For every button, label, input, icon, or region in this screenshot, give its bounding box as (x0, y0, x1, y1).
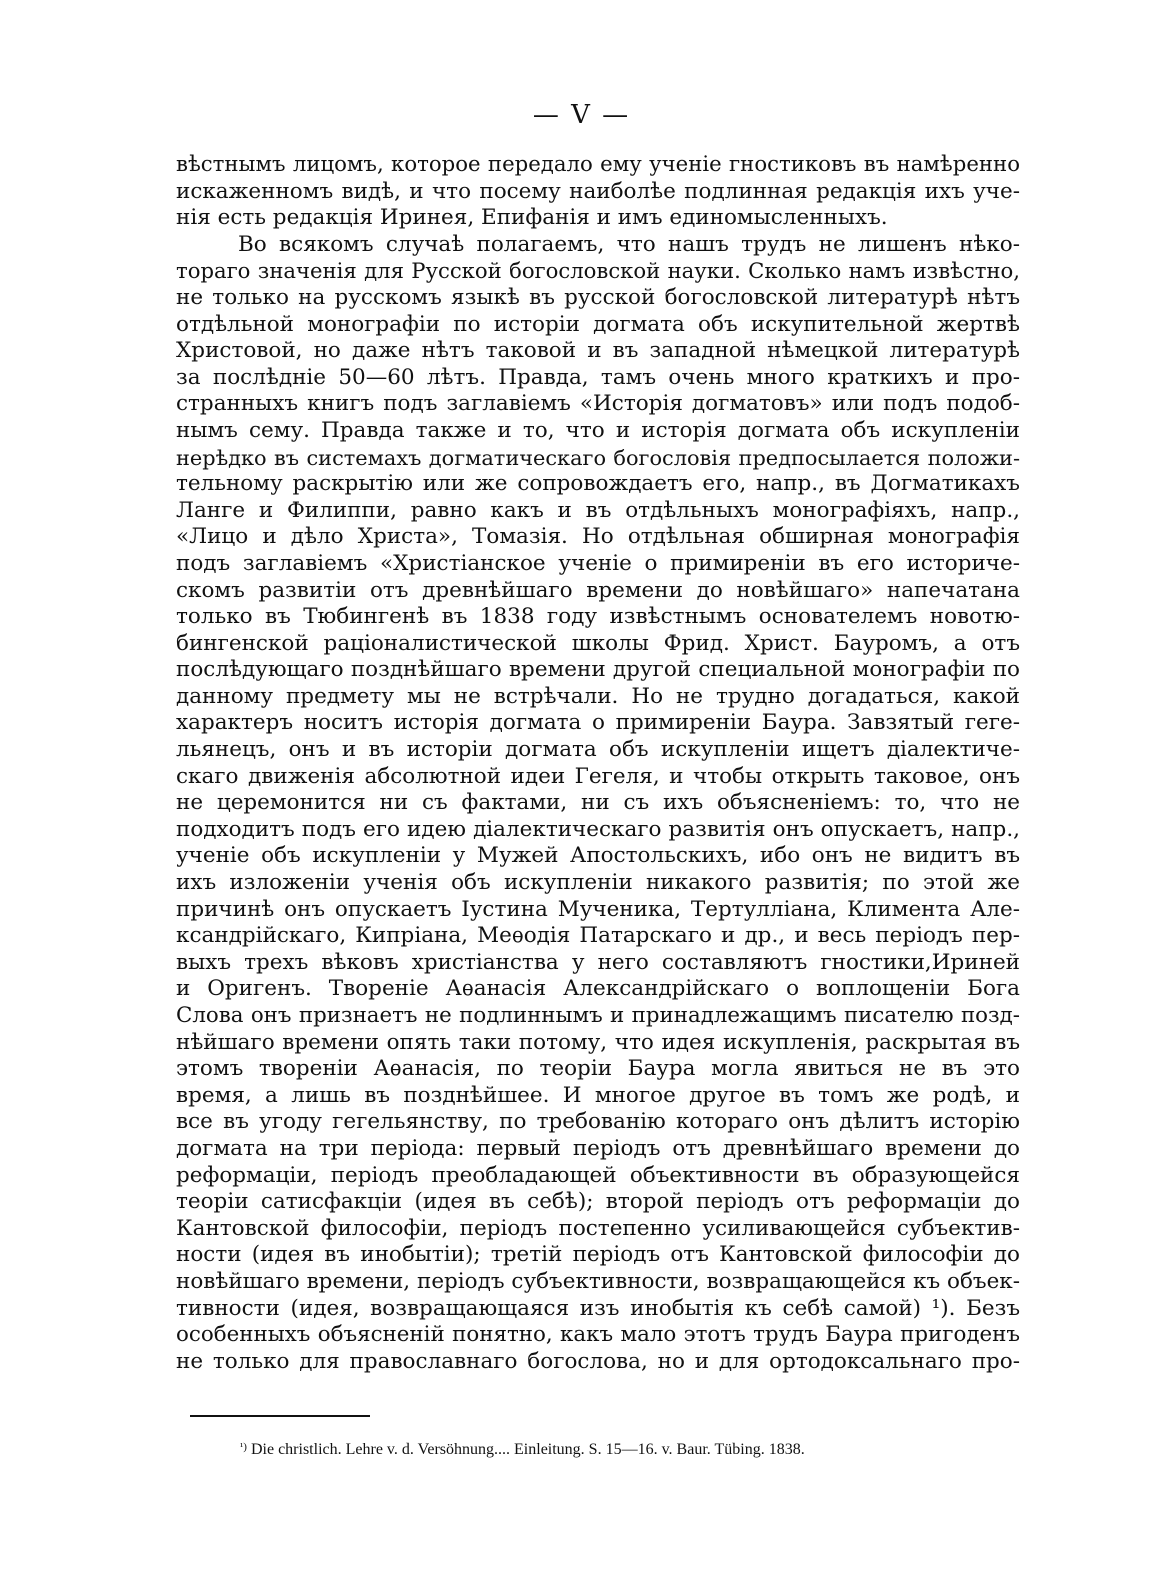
text-line: послѣдующаго позднѣйшаго времени другой специальной монографіи по (176, 657, 1020, 683)
footnote-divider (190, 1415, 370, 1417)
text-line: не церемонится ни съ фактами, ни съ ихъ объясненіемъ: то, что не (176, 790, 1020, 816)
body-text (176, 152, 1020, 1375)
footnote (240, 1436, 1030, 1461)
text-line: особенныхъ объясненій понятно, какъ мало этотъ трудъ Баура пригоденъ (176, 1322, 1020, 1348)
text-line: странныхъ книгъ подъ заглавіемъ «Исторія догматовъ» или подъ подоб- (176, 391, 1020, 417)
text-line: Кантовской философіи, періодъ постепенно усиливающейся субъектив- (176, 1215, 1020, 1241)
text-line: не только для православнаго богослова, но и для ортодоксальнаго про- (176, 1348, 1020, 1374)
text-line: подъ заглавіемъ «Христіанское ученіе о примиреніи въ его историче- (176, 550, 1020, 576)
text-line: только въ Тюбингенѣ въ 1838 году извѣстнымъ основателемъ новотю- (176, 604, 1020, 630)
text-line: «Лицо и дѣло Христа», Томазія. Но отдѣльная обширная монографія (176, 524, 1020, 550)
text-line: причинѣ онъ опускаетъ Іустина Мученика, Тертулліана, Климента Але- (176, 896, 1020, 922)
text-line: реформаціи, періодъ преобладающей объективности въ образующейся (176, 1162, 1020, 1188)
footnote-marker: ¹) (240, 1441, 247, 1453)
text-line: все въ угоду гегельянству, по требованію котораго онъ дѣлитъ исторію (176, 1109, 1020, 1135)
text-line: тораго значенія для Русской богословской науки. Сколько намъ извѣстно, (176, 258, 1020, 284)
text-line: нымъ сему. Правда также и то, что и исторія догмата объ искупленіи (176, 417, 1020, 443)
text-line: тивности (идея, возвращающаяся изъ инобытія къ себѣ самой) ¹). Безъ (176, 1295, 1020, 1321)
text-line: за послѣдніе 50—60 лѣтъ. Правда, тамъ очень много краткихъ и про- (176, 364, 1020, 390)
text-line: льянецъ, онъ и въ исторіи догмата объ искупленіи ищетъ діалектиче- (176, 737, 1020, 763)
text-line: Христовой, но даже нѣтъ таковой и въ западной нѣмецкой литературѣ (176, 338, 1020, 364)
text-line: нія есть редакція Иринея, Епифанія и имъ единомысленныхъ. (176, 205, 888, 231)
text-line: нѣйшаго времени опять таки потому, что идея искупленія, раскрытая въ (176, 1029, 1020, 1055)
text-line: Ланге и Филиппи, равно какъ и въ отдѣльныхъ монографіяхъ, напр., (176, 497, 1020, 523)
text-line: новѣйшаго времени, періодъ субъективности, возвращающейся къ объек- (176, 1268, 1020, 1294)
text-line: и Оригенъ. Твореніе Аѳанасія Александрійскаго о воплощеніи Бога (176, 976, 1020, 1002)
page-number: — V — (532, 100, 631, 130)
text-line: ученіе объ искупленіи у Мужей Апостольскихъ, ибо онъ не видитъ въ (176, 843, 1020, 869)
text-line: нерѣдко въ системахъ догматическаго богословія предпосылается положи- (176, 445, 1020, 470)
text-line: теоріи сатисфакціи (идея въ себѣ); второй періодъ отъ реформаціи до (176, 1189, 1020, 1215)
text-line: время, а лишь въ позднѣйшее. И многое другое въ томъ же родѣ, и (176, 1082, 1020, 1108)
footnote-text: Die christlich. Lehre v. d. Versöhnung.... Einleitung. S. 15—16. v. Baur. Tübing. 1838. (250, 1441, 805, 1458)
text-line: скомъ развитіи отъ древнѣйшаго времени до новѣйшаго» напечатана (176, 577, 1020, 603)
text-line: Слова онъ признаетъ не подлиннымъ и принадлежащимъ писателю позд- (176, 1003, 1020, 1028)
text-line: скаго движенія абсолютной идеи Гегеля, и чтобы открыть таковое, онъ (176, 763, 1020, 789)
text-line: не только на русскомъ языкѣ въ русской богословской литературѣ нѣтъ (176, 284, 1020, 310)
text-line: тельному раскрытію или же сопровождаетъ его, напр., въ Догматикахъ (176, 471, 1020, 497)
text-line: данному предмету мы не встрѣчали. Но не трудно догадаться, какой (176, 683, 1020, 709)
text-line: характеръ носитъ исторія догмата о примиреніи Баура. Завзятый геге- (176, 710, 1020, 736)
text-line: подходитъ подъ его идею діалектическаго развитія онъ опускаетъ, напр., (176, 816, 1020, 842)
text-line: отдѣльной монографіи по исторіи догмата объ искупительной жертвѣ (176, 311, 1020, 337)
text-line: этомъ твореніи Аѳанасія, по теоріи Баура могла явиться не въ это (176, 1056, 1020, 1082)
text-line: искаженномъ видѣ, и что посему наиболѣе подлинная редакція ихъ уче- (176, 178, 1020, 204)
text-line: ксандрійскаго, Кипріана, Меѳодія Патарскаго и др., и весь періодъ пер- (176, 923, 1020, 949)
text-line: ихъ изложеніи ученія объ искупленіи никакого развитія; по этой же (176, 870, 1020, 896)
text-line: выхъ трехъ вѣковъ христіанства у него составляютъ гностики,Ириней (176, 949, 1020, 975)
text-line: вѣстнымъ лицомъ, которое передало ему ученіе гностиковъ въ намѣренно (176, 152, 1020, 177)
text-line: догмата на три періода: первый періодъ отъ древнѣйшаго времени до (176, 1135, 1020, 1161)
text-line: Во всякомъ случаѣ полагаемъ, что нашъ трудъ не лишенъ нѣко- (238, 231, 1020, 257)
text-line: бингенской раціоналистической школы Фрид. Христ. Бауромъ, а отъ (176, 630, 1020, 656)
text-line: ности (идея въ инобытіи); третій періодъ отъ Кантовской философіи до (176, 1242, 1020, 1268)
